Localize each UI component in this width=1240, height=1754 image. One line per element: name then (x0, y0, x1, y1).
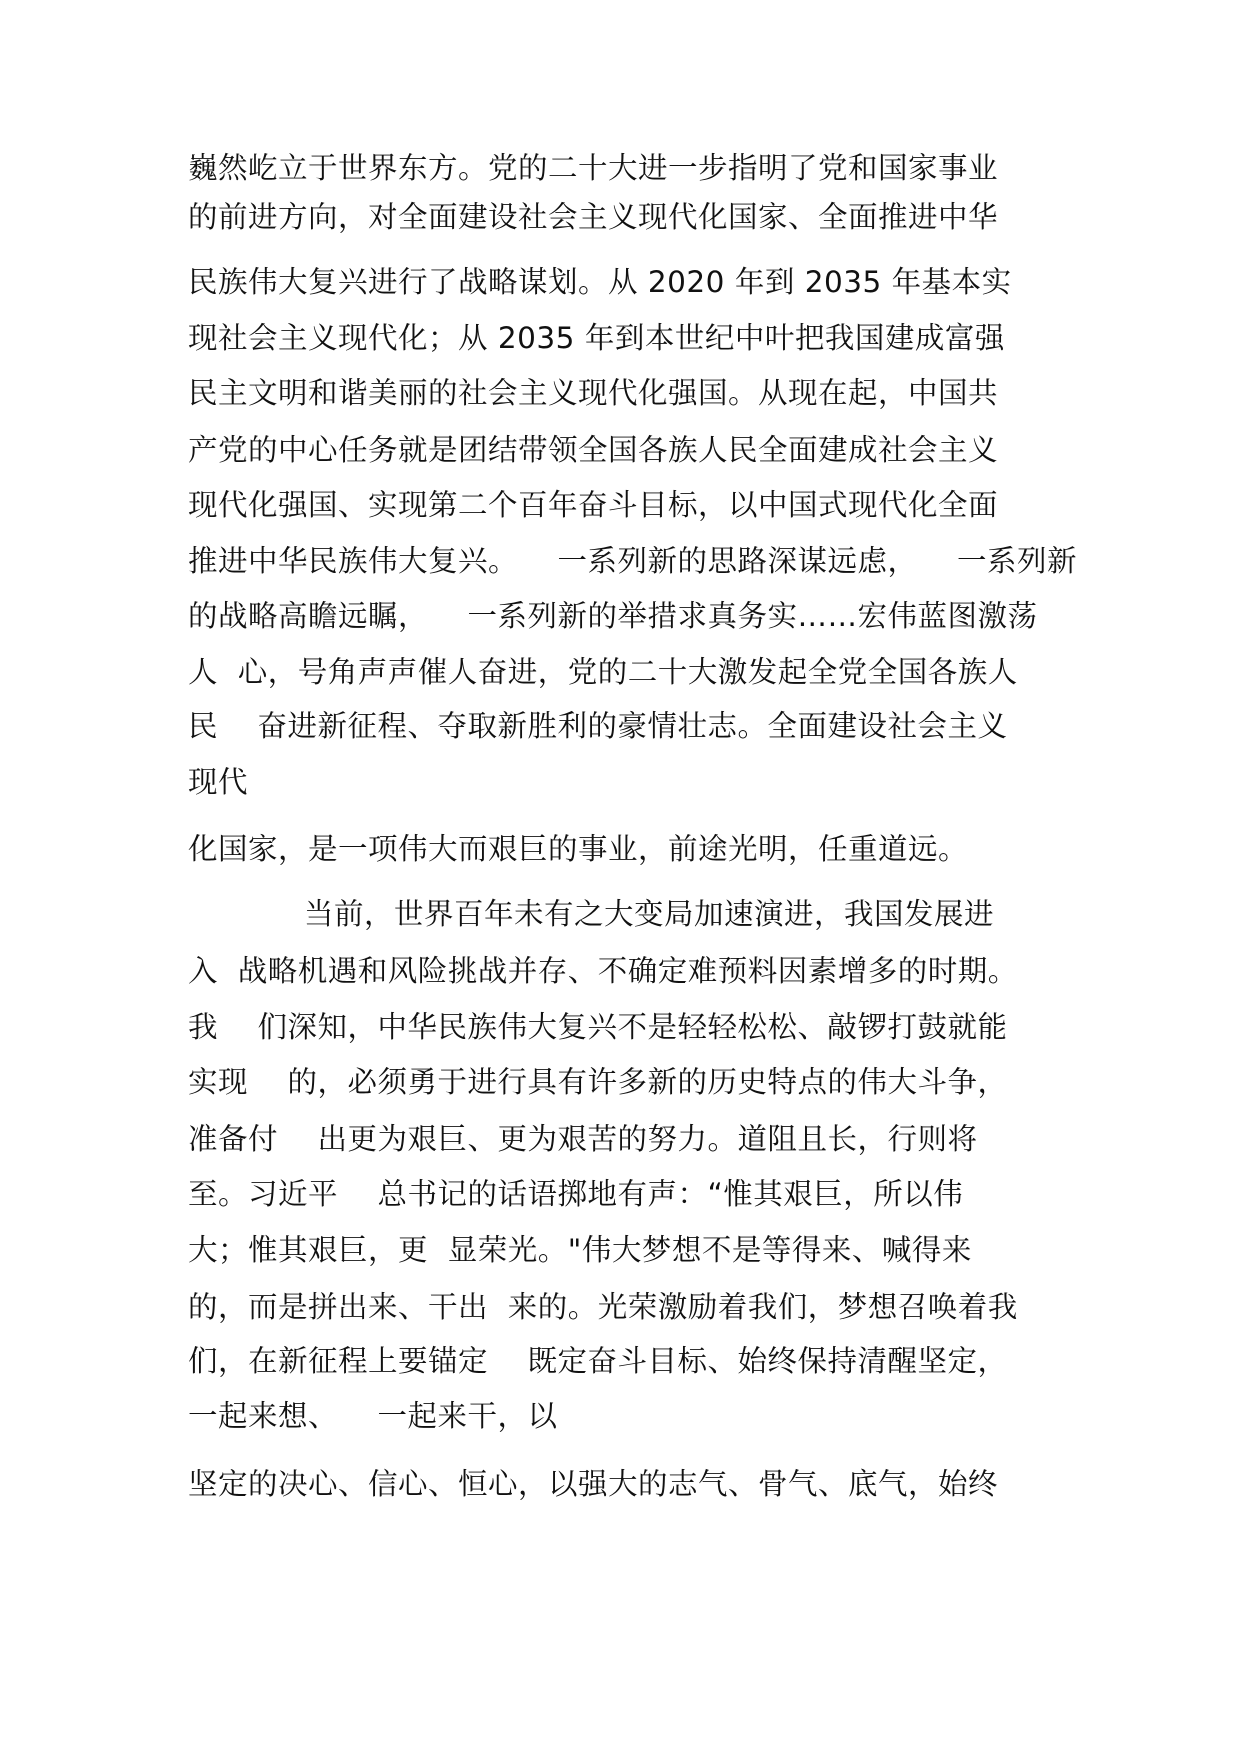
text-line: 巍然屹立于世界东方。党的二十大进一步指明了党和国家事业 (188, 151, 999, 185)
text-line: 化国家，是一项伟大而艰巨的事业，前途光明，任重道远。 (188, 832, 969, 866)
text-line: 们，在新征程上要锚定 既定奋斗目标、始终保持清醒坚定， (188, 1344, 1008, 1378)
text-line: 产党的中心任务就是团结带领全国各族人民全面建成社会主义 (188, 433, 999, 467)
text-line: 推进中华民族伟大复兴。 一系列新的思路深谋远虑， 一系列新 (188, 544, 1078, 578)
text-line: 现代 (188, 765, 249, 799)
text-line: 坚定的决心、信心、恒心，以强大的志气、骨气、底气，始终 (188, 1467, 999, 1501)
text-line: 入 战略机遇和风险挑战并存、不确定难预料因素增多的时期。 (188, 954, 1018, 988)
paragraph-first-line: 当前，世界百年未有之大变局加速演进，我国发展进 (304, 897, 995, 931)
text-line: 我 们深知，中华民族伟大复兴不是轻轻松松、敲锣打鼓就能 (188, 1010, 1008, 1044)
text-line: 一起来想、 一起来干，以 (188, 1399, 558, 1433)
text-line: 现社会主义现代化；从 2035 年到本世纪中叶把我国建成富强 (188, 321, 1005, 355)
text-line: 大；惟其艰巨，更 显荣光。"伟大梦想不是等得来、喊得来 (188, 1233, 972, 1267)
text-line: 的，而是拼出来、干出 来的。光荣激励着我们，梦想召唤着我 (188, 1290, 1018, 1324)
text-line: 人 心，号角声声催人奋进，党的二十大激发起全党全国各族人 (188, 655, 1018, 689)
text-line: 实现 的，必须勇于进行具有许多新的历史特点的伟大斗争， (188, 1065, 1008, 1099)
text-line: 至。习近平 总书记的话语掷地有声：“惟其艰巨，所以伟 (188, 1177, 964, 1211)
text-line: 准备付 出更为艰巨、更为艰苦的努力。道阻且长，行则将 (188, 1122, 978, 1156)
text-line: 的前进方向，对全面建设社会主义现代化国家、全面推进中华 (188, 200, 999, 234)
text-line: 民 奋进新征程、夺取新胜利的豪情壮志。全面建设社会主义 (188, 709, 1008, 743)
text-line: 民主文明和谐美丽的社会主义现代化强国。从现在起，中国共 (188, 376, 999, 410)
text-line: 民族伟大复兴进行了战略谋划。从 2020 年到 2035 年基本实 (188, 265, 1012, 299)
text-line: 的战略高瞻远瞩， 一系列新的举措求真务实……宏伟蓝图激荡 (188, 599, 1038, 633)
text-line: 现代化强国、实现第二个百年奋斗目标，以中国式现代化全面 (188, 488, 999, 522)
